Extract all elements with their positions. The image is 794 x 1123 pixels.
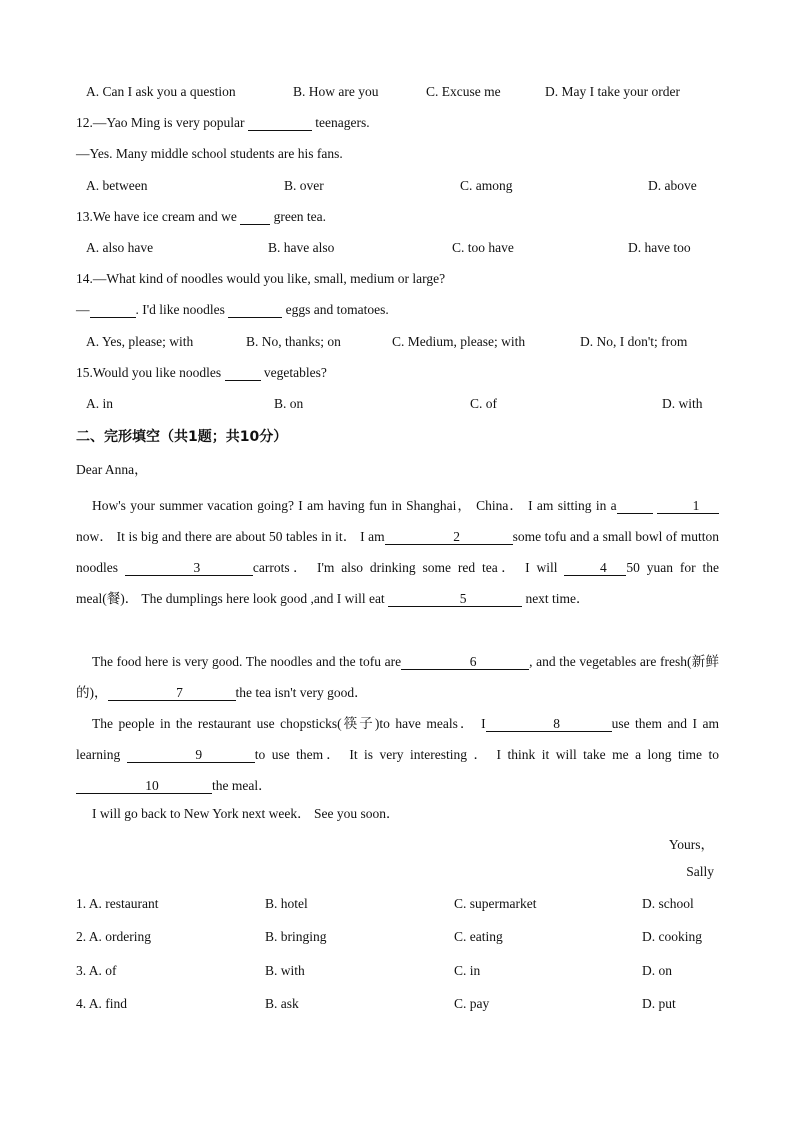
q13-option-c: C. too have [452,240,514,255]
q15-options [86,396,706,414]
q14-option-c: C. Medium, please; with [392,334,526,349]
q11-option-b: B. How are you [293,84,379,99]
q11-option-a: A. Can I ask you a question [86,84,236,99]
cloze-blank-3: 3 [125,561,253,576]
cloze-question-4: 4. A. find B. ask C. pay D. put [76,996,676,1011]
q12-option-a: A. between [86,178,148,193]
q13-option-b: B. have also [268,240,335,255]
q13-stem: 13.We have ice cream and we green tea. [76,209,327,224]
letter-closing: Yours， [668,837,714,852]
q15-stem: 15.Would you like noodles vegetables? [76,365,327,380]
q15-option-d: D. with [662,396,703,411]
q12-option-c: C. among [460,178,513,193]
cloze-blank-4: 4 [564,561,626,576]
q12-option-d: D. above [648,178,697,193]
q14-option-d: D. No, I don't; from [580,334,688,349]
q11-options [86,84,706,102]
q14-stem: 14.—What kind of noodles would you like, small, medium or large? [76,271,446,286]
q13-option-d: D. have too [628,240,691,255]
q14-options [86,334,706,352]
q13-blank [240,210,270,225]
letter-signature: Sally [686,864,714,879]
cloze-blank-2: 2 [385,530,513,545]
cloze-question-2: 2. A. ordering B. bringing C. eating D. cooking [76,929,702,944]
letter-paragraph-1: How's your summer vacation going? I am having fun in Shanghai， China． I am sitting in a 1now． It is big and there are about 50 tables in it． I am 2 some tofu and a small bowl of mutton noodles 3 carrots． I'm also drinking some red tea． I will 4 50 yuan for the meal(餐)． The dumplings here look good ,and I will eat 5 next time． [76,498,720,606]
cloze-blank-8: 8 [486,717,612,732]
letter-paragraph-2: The food here is very good. The noodles and the tofu are 6 , and the vegetables are fresh(新鲜的)， 7 the tea isn't very good． [76,654,719,700]
q12-options [86,178,706,196]
q12-option-b: B. over [284,178,324,193]
q14-blank-1 [90,303,136,318]
q12-blank [248,116,312,131]
cloze-blank-5: 5 [388,592,522,607]
letter-paragraph-4: I will go back to New York next week． See you soon． [92,806,400,821]
q12-reply: —Yes. Many middle school students are his fans. [76,146,343,161]
cloze-blank-7: 7 [108,686,236,701]
q15-blank [225,366,261,381]
q13-option-a: A. also have [86,240,154,255]
q15-option-a: A. in [86,396,113,411]
q13-options [86,240,706,258]
q15-option-c: C. of [470,396,497,411]
cloze-question-3: 3. A. of B. with C. in D. on [76,963,672,978]
q11-option-d: D. May I take your order [545,84,680,99]
letter-greeting: Dear Anna， [76,462,148,477]
q15-option-b: B. on [274,396,304,411]
cloze-blank-1: 1 [657,499,719,514]
q11-option-c: C. Excuse me [426,84,501,99]
q14-blank-2 [228,303,282,318]
q12-stem: 12.—Yao Ming is very popular teenagers. [76,115,370,130]
section-2-heading: 二、完形填空（共1题；共10分） [76,429,288,445]
letter-paragraph-3: The people in the restaurant use chopsticks(筷子)to have meals． I 8 use them and I am learning 9 to use them． It is very interesting ． I think it will take me a long time to10 the meal． [76,716,720,793]
q14-reply: — . I'd like noodles eggs and tomatoes. [76,302,389,317]
q14-option-b: B. No, thanks; on [246,334,341,349]
cloze-blank-10: 10 [76,779,212,794]
cloze-question-1: 1. A. restaurant B. hotel C. supermarket D. school [76,896,694,911]
cloze-blank-6: 6 [401,655,529,670]
cloze-blank-9: 9 [127,748,255,763]
q14-option-a: A. Yes, please; with [86,334,194,349]
